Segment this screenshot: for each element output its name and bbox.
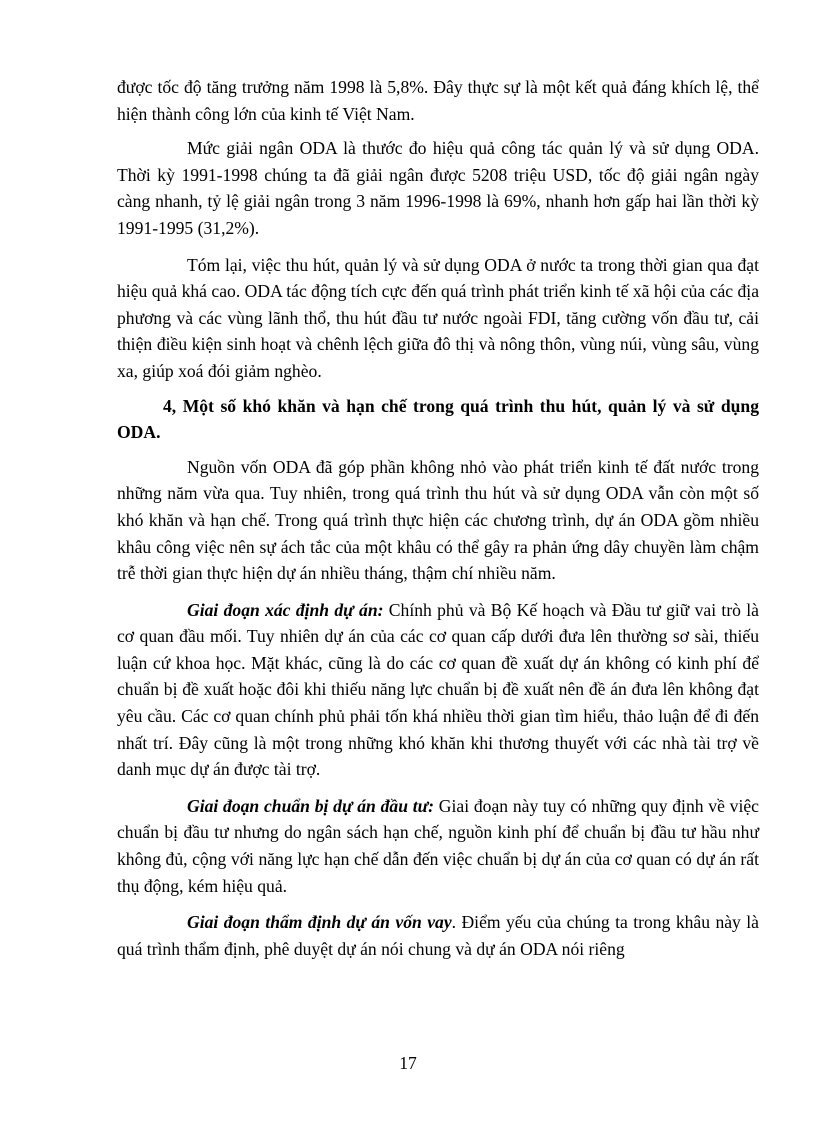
label-investment-preparation: Giai đoạn chuẩn bị dự án đầu tư: bbox=[187, 795, 435, 816]
paragraph-summary: Tóm lại, việc thu hút, quản lý và sử dụng ODA ở nước ta trong thời gian qua đạt hiệu quả khá cao. ODA tác động tích cực đến quá trình phát triển kinh tế xã hội của các địa phương và các vùng lãnh thổ, thu hút đầu tư nước ngoài FDI, tăng cường vốn đầu tư, cải thiện điều kiện sinh hoạt và chênh lệch giữa đô thị và nông thôn, vùng núi, vùng sâu, vùng xa, giúp xoá đói giảm nghèo. bbox=[117, 254, 759, 381]
paragraph-difficulties: Nguồn vốn ODA đã góp phần không nhỏ vào phát triển kinh tế đất nước trong những năm vừa qua. Tuy nhiên, trong quá trình thu hút và sử dụng ODA vẫn còn một số khó khăn và hạn chế. Trong quá trình thực hiện các chương trình, dự án ODA gồm nhiều khâu công việc nên sự ách tắc của một khâu có thể gây ra phản ứng dây chuyền làm chậm trễ thời gian thực hiện dự án nhiều tháng, thậm chí nhiều năm. bbox=[117, 456, 759, 584]
paragraph-loan-appraisal bbox=[117, 909, 759, 962]
label-loan-appraisal: Giai đoạn thẩm định dự án vốn vay bbox=[187, 912, 452, 933]
document-body bbox=[117, 74, 759, 962]
paragraph-continuation: được tốc độ tăng trưởng năm 1998 là 5,8%. Đây thực sự là một kết quả đáng khích lệ, thể hiện thành công lớn của kinh tế Việt Nam. bbox=[117, 77, 759, 124]
section-heading: 4, Một số khó khăn và hạn chế trong quá trình thu hút, quản lý và sử dụng ODA. bbox=[117, 395, 759, 443]
paragraph-investment-preparation bbox=[117, 793, 759, 899]
label-project-identification: Giai đoạn xác định dự án: bbox=[187, 599, 384, 620]
page-number: 17 bbox=[399, 1053, 417, 1073]
text-project-identification: Chính phủ và Bộ Kế hoạch và Đầu tư giữ vai trò là cơ quan đầu mối. Tuy nhiên dự án của các cơ quan cấp dưới đưa lên thường sơ sài, thiếu luận cứ khoa học. Mặt khác, cũng là do các cơ quan đề xuất dự án không có kinh phí để chuẩn bị đề xuất hoặc đôi khi thiếu năng lực chuẩn bị đề xuất nên đề án đưa lên không đạt yêu cầu. Các cơ quan chính phủ phải tốn khá nhiều thời gian tìm hiểu, thảo luận để đi đến nhất trí. Đây cũng là một trong những khó khăn khi thương thuyết với các nhà tài trợ về danh mục dự án được tài trợ. bbox=[117, 599, 759, 780]
text-loan-appraisal: . Điểm yếu của chúng ta trong khâu này là quá trình thẩm định, phê duyệt dự án nói chung và dự án ODA nói riêng bbox=[117, 912, 759, 959]
paragraph-project-identification bbox=[117, 597, 759, 783]
paragraph-disbursement: Mức giải ngân ODA là thước đo hiệu quả công tác quản lý và sử dụng ODA. Thời kỳ 1991-1998 chúng ta đã giải ngân được 5208 triệu USD, tốc độ giải ngân ngày càng nhanh, tỷ lệ giải ngân trong 3 năm 1996-1998 là 69%, nhanh hơn gấp hai lần thời kỳ 1991-1995 (31,2%). bbox=[117, 138, 759, 238]
text-investment-preparation: Giai đoạn này tuy có những quy định về việc chuẩn bị đầu tư nhưng do ngân sách hạn chế, nguồn kinh phí để chuẩn bị đầu tư hầu như không đủ, cộng với năng lực hạn chế dẫn đến việc chuẩn bị dự án của cơ quan có dự án rất thụ động, kém hiệu quả. bbox=[117, 795, 759, 896]
